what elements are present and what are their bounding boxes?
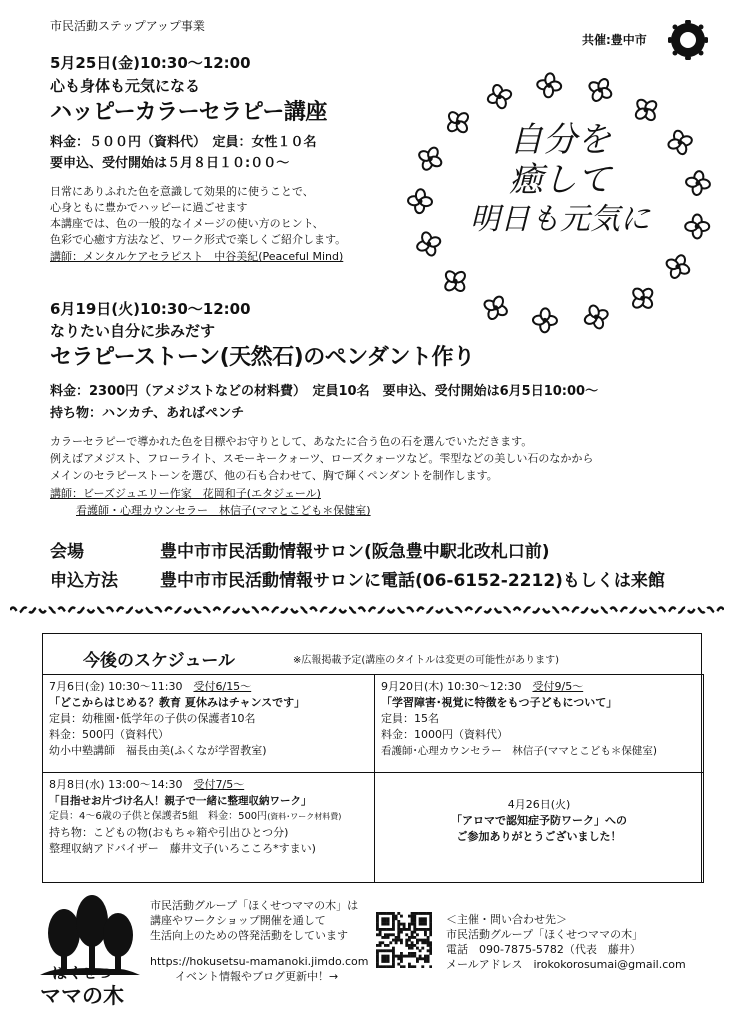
s1-accept: 受付6/15〜: [193, 680, 252, 693]
about-line-2: 講座やワークショップ開催を通して: [150, 914, 326, 927]
s1-line-2: 料金：500円（資料代）: [49, 728, 169, 741]
flower-icon: [662, 251, 693, 282]
event1-desc-2: 心身ともに豊かでハッピーに過ごせます: [50, 201, 248, 214]
s2-line-2: 料金：1000円（資料代）: [381, 728, 508, 741]
catch-line-2: 癒して: [509, 160, 611, 200]
event1-fee: 料金：５００円（資料代） 定員：女性１０名: [50, 135, 317, 150]
event2-lecturer-2: 看護師・心理カウンセラー 林信子(ママとこども＊保健室): [76, 504, 371, 517]
s3-line-3: 整理収納アドバイザー 藤井文子(いろこころ*すまい): [49, 842, 316, 855]
toyonaka-emblem-icon: [668, 20, 708, 60]
s1-title: 「どこからはじめる？教育 夏休みはチャンスです」: [49, 696, 306, 709]
event2-desc-2: 例えばアメジスト、フローライト、スモーキークォーツ、ローズクォーツなど。雫型などの美しい石のなかから: [50, 452, 594, 465]
event1-desc-4: 色彩で心癒す方法など、ワーク形式で楽しくご紹介します。: [50, 233, 347, 246]
event1-title: ハッピーカラーセラピー講座: [50, 100, 327, 125]
event2-datetime: 6月19日(火)10:30〜12:00: [50, 300, 251, 318]
application-label: 申込方法: [50, 571, 118, 591]
website-note: イベント情報やブログ更新中！→: [175, 970, 339, 983]
event2-fee: 料金：2300円（アメジストなどの材料費） 定員10名 要申込、受付開始は6月5日10:00〜: [50, 384, 599, 399]
s2-line-3: 看護師･心理カウンセラー 林信子(ママとこども＊保健室): [381, 745, 657, 757]
schedule-box: [42, 633, 702, 883]
event2-desc-1: カラーセラピーで導かれた色を目標やお守りとして、あなたに合う色の石を選んでいただきます。: [50, 435, 533, 448]
contact-title: ＜主催・問い合わせ先＞: [446, 913, 567, 926]
contact-mail[interactable]: メールアドレス irokokorosumai@gmail.com: [446, 958, 686, 971]
s1-line-3: 幼小中塾講師 福長由美(ふくなが学習教室): [49, 744, 267, 757]
flower-icon: [685, 214, 709, 238]
event1-lecturer: 講師：メンタルケアセラピスト 中谷美紀(Peaceful Mind): [50, 250, 344, 263]
s3-accept: 受付7/5〜: [193, 778, 245, 791]
flower-icon: [438, 264, 472, 298]
schedule-item-1: [42, 674, 375, 773]
event2-subtitle: なりたい自分に歩みだす: [50, 322, 216, 340]
s3-line-1a: 定員：4〜6歳の子供と保護者5組 料金：500円: [49, 811, 268, 822]
contact-tel: 電話 090-7875-5782（代表 藤井）: [446, 943, 641, 956]
flower-icon: [407, 188, 433, 214]
s2-date: 9月20日(木) 10:30〜12:30: [381, 680, 522, 693]
flower-icon: [626, 281, 660, 315]
catch-line-3: 明日も元気に: [470, 202, 650, 237]
s2-line-1: 定員：15名: [381, 712, 439, 725]
flower-icon: [584, 74, 617, 107]
s1-date: 7月6日(金) 10:30〜11:30: [49, 680, 183, 693]
s3-line-2: 持ち物：こどもの物(おもちゃ箱や引出ひとつ分): [49, 826, 289, 839]
s3-line-1b: (資料･ワーク材料費): [267, 812, 342, 821]
schedule-item-2: [374, 674, 704, 773]
logo-top: ほくせつ: [52, 964, 113, 982]
schedule-title: 今後のスケジュール: [83, 651, 235, 671]
wavy-divider: [10, 603, 724, 617]
s2-accept: 受付9/5〜: [532, 680, 584, 693]
about-line-3: 生活向上のための啓発活動をしています: [150, 929, 348, 942]
event1-apply: 要申込、受付開始は５月８日１０:００〜: [50, 156, 290, 171]
flower-icon: [536, 72, 562, 98]
application-value: 豊中市市民活動情報サロンに電話(06-6152-2212)もしくは来館: [160, 571, 665, 591]
venue-label: 会場: [50, 542, 84, 562]
event1-desc-3: 本講座では、色の一般的なイメージの使い方のヒント、: [50, 217, 324, 230]
program-name: 市民活動ステップアップ事業: [50, 19, 205, 33]
schedule-item-3: [42, 772, 375, 883]
s1-line-1: 定員：幼稚園･低学年の子供の保護者10名: [49, 712, 256, 725]
website-link[interactable]: https://hokusetsu-mamanoki.jimdo.com: [150, 955, 369, 968]
flower-icon: [480, 292, 512, 324]
s4-line-1: 「アロマで認知症予防ワーク」への: [451, 814, 627, 827]
event2-lecturer-1: 講師：ビーズジュエリー作家 花岡和子(エタジェール): [50, 487, 321, 500]
event1-datetime: 5月25日(金)10:30〜12:00: [50, 54, 251, 72]
about-line-1: 市民活動グループ「ほくせつママの木」は: [150, 899, 359, 912]
event2-desc-3: メインのセラピーストーンを選び、他の石も合わせて、胸で輝くペンダントを制作します。: [50, 469, 498, 482]
flower-icon: [581, 301, 612, 332]
contact-group: 市民活動グループ「ほくせつママの木」: [446, 928, 644, 941]
event1-desc-1: 日常にありふれた色を意識して効果的に使うことで、: [50, 185, 314, 198]
s3-date: 8月8日(水) 13:00〜14:30: [49, 778, 183, 791]
s4-line-2: ご参加ありがとうございました！: [456, 830, 622, 843]
flower-icon: [485, 82, 515, 112]
event1-subtitle: 心も身体も元気になる: [50, 77, 201, 95]
catch-line-1: 自分を: [509, 120, 611, 160]
sponsor: 共催:豊中市: [582, 33, 647, 47]
schedule-note: ※広報掲載予定(講座のタイトルは変更の可能性があります): [293, 655, 559, 666]
event2-title: セラピーストーン(天然石)のペンダント作り: [50, 345, 475, 370]
logo-bottom: ママの木: [40, 984, 124, 1008]
flower-icon: [684, 170, 711, 197]
event2-bring: 持ち物：ハンカチ、あればペンチ: [50, 406, 245, 421]
schedule-item-4: [374, 772, 704, 883]
flower-icon: [533, 308, 558, 333]
s2-title: 「学習障害･視覚に特徴をもつ子どもについて」: [381, 696, 618, 709]
venue-value: 豊中市市民活動情報サロン(阪急豊中駅北改札口前): [160, 542, 550, 562]
s3-title: 「目指せお片づけ名人！親子で一緒に整理収納ワーク」: [49, 795, 312, 807]
qr-code-icon[interactable]: [376, 912, 432, 968]
s4-date: 4月26日(火): [507, 798, 571, 811]
